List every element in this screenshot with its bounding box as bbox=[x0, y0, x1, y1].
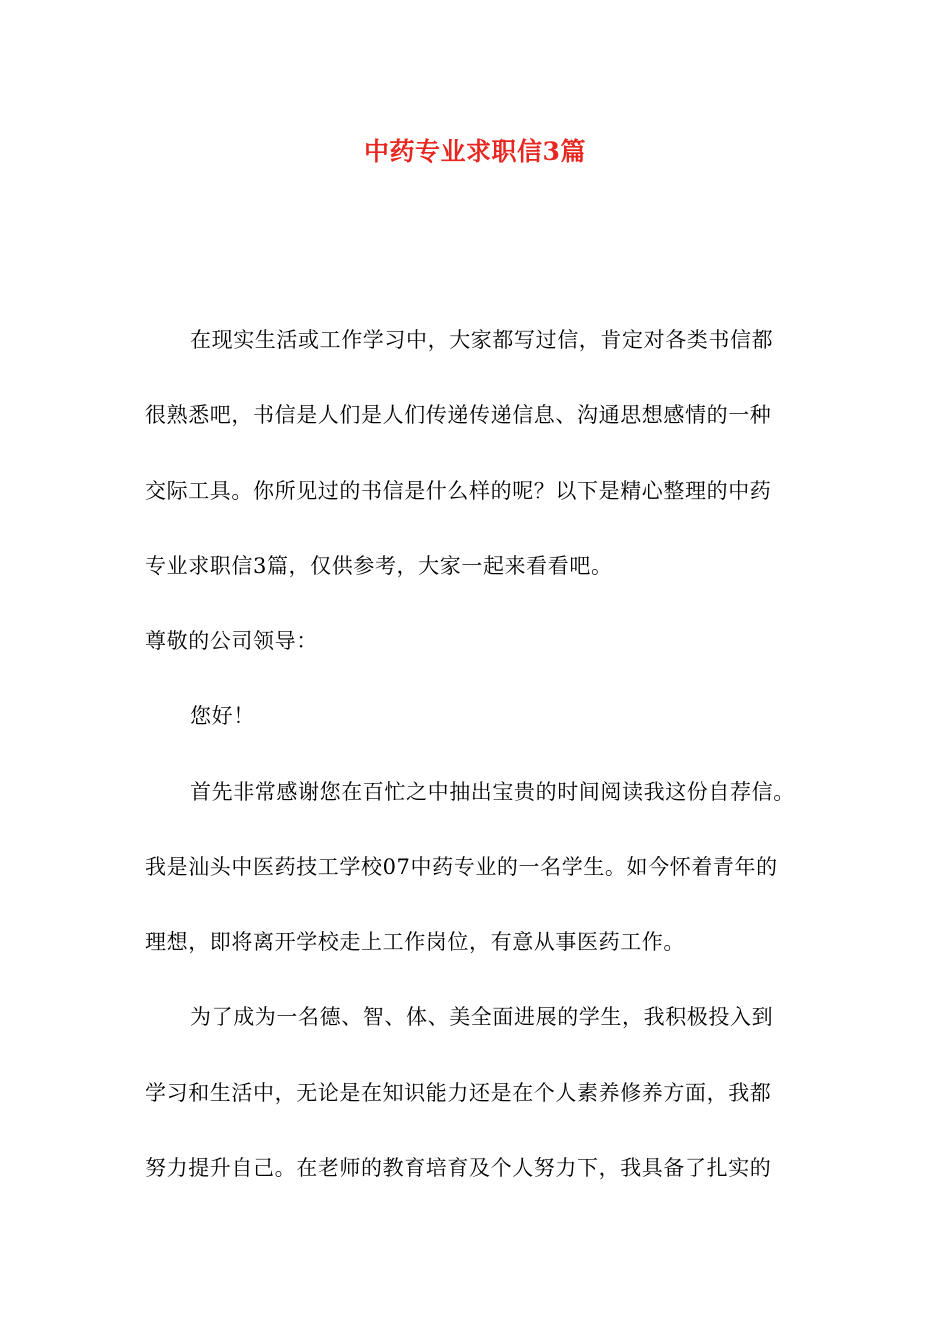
paragraph-line: 专业求职信3篇，仅供参考，大家一起来看看吧。 bbox=[145, 554, 613, 578]
paragraph-line: 在现实生活或工作学习中，大家都写过信，肯定对各类书信都 bbox=[190, 328, 774, 352]
document-title: 中药专业求职信3篇 bbox=[364, 137, 586, 166]
paragraph-line: 努力提升自己。在老师的教育培育及个人努力下，我具备了扎实的 bbox=[145, 1156, 772, 1180]
paragraph-line: 为了成为一名德、智、体、美全面进展的学生，我积极投入到 bbox=[190, 1005, 774, 1029]
paragraph-line: 首先非常感谢您在百忙之中抽出宝贵的时间阅读我这份自荐信。 bbox=[190, 780, 795, 804]
paragraph-line: 交际工具。你所见过的书信是什么样的呢？以下是精心整理的中药 bbox=[145, 479, 772, 503]
paragraph-line: 学习和生活中，无论是在知识能力还是在个人素养修养方面，我都 bbox=[145, 1081, 772, 1105]
salutation: 尊敬的公司领导： bbox=[145, 629, 318, 653]
paragraph-line: 理想，即将离开学校走上工作岗位，有意从事医药工作。 bbox=[145, 930, 685, 954]
greeting: 您好！ bbox=[190, 704, 255, 728]
paragraph-line: 很熟悉吧，书信是人们是人们传递传递信息、沟通思想感情的一种 bbox=[145, 403, 772, 427]
paragraph-line: 我是汕头中医药技工学校07中药专业的一名学生。如今怀着青年的 bbox=[145, 855, 778, 879]
